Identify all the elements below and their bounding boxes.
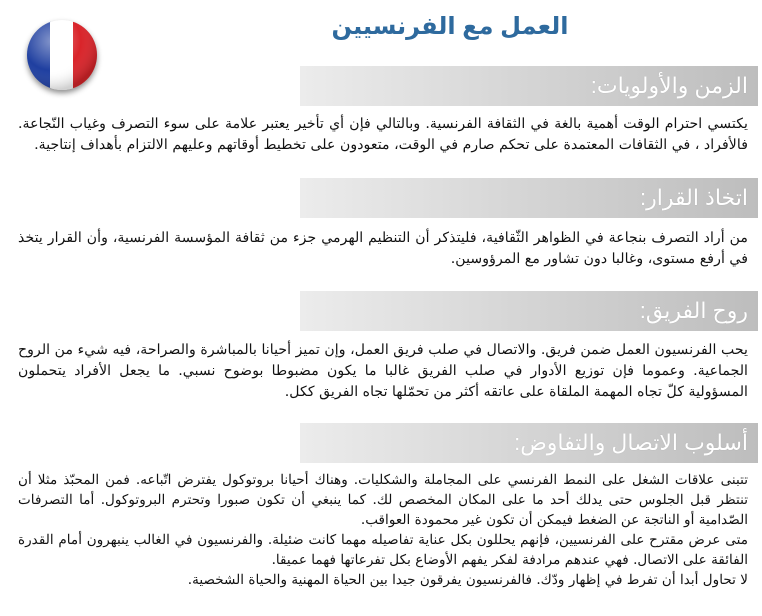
page-title: العمل مع الفرنسيين bbox=[331, 13, 569, 40]
paragraph: يكتسي احترام الوقت أهمية بالغة في الثقافة الفرنسية. وبالتالي فإن أي تأخير يعتبر علامة على سوء التصرف وغياب النّجاعة. فالأفراد ، في الثقافات المعتمدة على تحكم صارم في الوقت، متعودون على تخطيط أوقاتهم وعليهم الالتزام بأهداف إنتاجية. bbox=[18, 116, 748, 153]
section-body-decision bbox=[18, 228, 748, 270]
paragraph: لا تحاول أبدا أن تفرط في إظهار ودّك. فالفرنسيون يفرقون جيدا بين الحياة المهنية والحياة الشخصية. bbox=[187, 572, 748, 588]
paragraph: يحب الفرنسيون العمل ضمن فريق. والاتصال في صلب فريق العمل، وإن تميز أحيانا بالمباشرة والصراحة، فيه شيء من الروح الجماعية. وعموما فإن توزيع الأدوار في صلب الفريق غالبا ما يكون مضبوطا بوضوح نسبي. ما يجعل الأفراد يتحملون المسؤولية كلّ تجاه المهمة الملقاة على عاتقه أكثر من تحمّلها تجاه الفريق ككل. bbox=[18, 342, 748, 400]
section-heading-team: روح الفريق: bbox=[300, 291, 758, 331]
section-heading-communication: أسلوب الاتصال والتفاوض: bbox=[300, 423, 758, 463]
section-heading-decision: اتخاذ القرار: bbox=[300, 178, 758, 218]
section-body-time bbox=[18, 114, 748, 156]
section-body-communication bbox=[18, 470, 748, 590]
section-heading-time: الزمن والأولويات: bbox=[300, 66, 758, 106]
french-flag-icon bbox=[27, 20, 97, 90]
section-body-team bbox=[18, 340, 748, 403]
paragraph: متى عرض مقترح على الفرنسيين، فإنهم يحللون بكل عناية تفاصيله مهما كانت ضئيلة. والفرنسيون في الغالب ينبهرون أمام القدرة الفائقة على الاتصال. فهي عندهم مرادفة لفكر يفهم الأوضاع بكل تفرعاتها فهما عميقا. bbox=[18, 532, 748, 568]
paragraph: من أراد التصرف بنجاعة في الظواهر الثّقافية، فليتذكر أن التنظيم الهرمي جزء من ثقافة المؤسسة الفرنسية، وأن القرار يتخذ في أرفع مستوى، وغالبا دون تشاور مع المرؤوسين. bbox=[18, 230, 748, 267]
paragraph: تتبنى علاقات الشغل على النمط الفرنسي على المجاملة والشكليات. وهناك أحيانا بروتوكول يفترض اتّباعه. فمن المحبّذ مثلا أن تنتظر قبل الجلوس حتى يدلك أحد ما على المكان المخصص لك. كما ينبغي أن تكون صبورا وتحترم البروتوكول. أما التصرفات الصّدامية أو الناتجة عن الضغط فيمكن أن تكون غير محمودة العواقب. bbox=[18, 472, 748, 528]
